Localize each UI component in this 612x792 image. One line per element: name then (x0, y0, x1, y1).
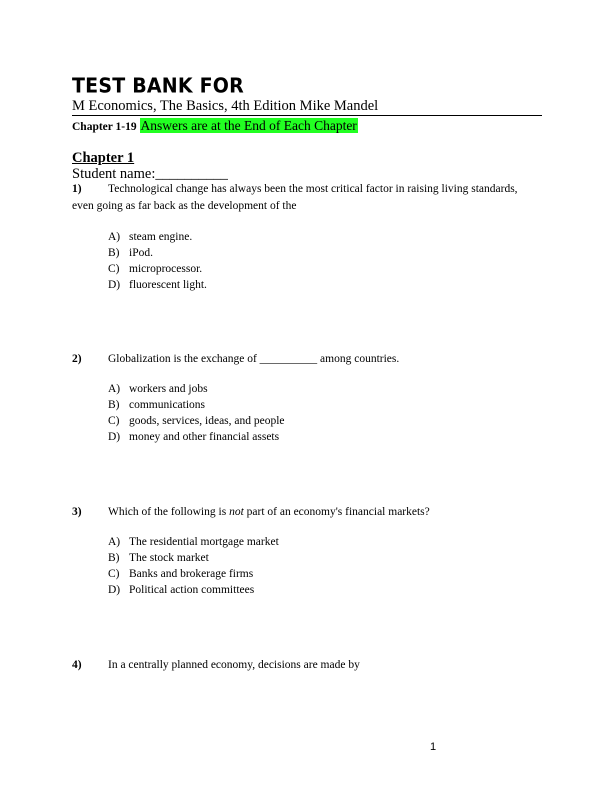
option-text: Political action committees (129, 584, 255, 596)
option-letter: D) (108, 279, 121, 291)
option-letter: D) (108, 431, 121, 443)
option-text: steam engine. (129, 231, 193, 243)
student-name-field: Student name:__________ (72, 166, 228, 182)
question-text-after: part of an economy's financial markets? (243, 506, 430, 518)
title-divider (72, 115, 542, 116)
option-c (108, 261, 207, 277)
question-text-emphasis: not (229, 506, 244, 518)
question-number: 3) (72, 506, 82, 518)
option-b (108, 397, 285, 413)
option-text: communications (129, 399, 206, 411)
option-text: microprocessor. (129, 263, 203, 275)
question-2 (72, 349, 399, 367)
option-text: The residential mortgage market (129, 536, 279, 548)
option-c (108, 566, 279, 582)
question-4 (72, 655, 360, 673)
option-text: goods, services, ideas, and people (129, 415, 285, 427)
chapter-range: Chapter 1-19 (72, 121, 137, 133)
option-text: Banks and brokerage firms (129, 568, 254, 580)
option-letter: B) (108, 247, 120, 259)
question-3 (72, 502, 430, 520)
option-c (108, 413, 285, 429)
chapter-range-line (72, 118, 358, 134)
option-d (108, 582, 279, 598)
option-letter: C) (108, 263, 120, 275)
option-a (108, 381, 285, 397)
question-text (108, 506, 430, 518)
option-text: money and other financial assets (129, 431, 280, 443)
option-letter: B) (108, 552, 120, 564)
question-2-options (108, 381, 285, 445)
question-text: Globalization is the exchange of __________ among countries. (108, 353, 400, 365)
question-text-continued: even going as far back as the development of the (72, 200, 297, 212)
question-1 (72, 181, 542, 215)
option-letter: A) (108, 536, 121, 548)
option-d (108, 429, 285, 445)
option-text: iPod. (129, 247, 153, 259)
option-letter: C) (108, 415, 120, 427)
option-letter: B) (108, 399, 120, 411)
option-text: The stock market (129, 552, 209, 564)
option-text: fluorescent light. (129, 279, 207, 291)
question-number: 1) (72, 183, 82, 195)
question-1-options (108, 229, 207, 293)
option-d (108, 277, 207, 293)
document-title: TEST BANK FOR (72, 74, 244, 98)
option-letter: C) (108, 568, 120, 580)
question-number: 2) (72, 353, 82, 365)
option-b (108, 245, 207, 261)
option-a (108, 534, 279, 550)
option-a (108, 229, 207, 245)
option-letter: A) (108, 231, 121, 243)
book-subtitle: M Economics, The Basics, 4th Edition Mike Mandel (72, 98, 379, 114)
question-text: In a centrally planned economy, decisions are made by (108, 659, 360, 671)
option-letter: D) (108, 584, 121, 596)
question-3-options (108, 534, 279, 598)
option-letter: A) (108, 383, 121, 395)
chapter-heading: Chapter 1 (72, 150, 135, 166)
question-text: Technological change has always been the most critical factor in raising living standards, (108, 183, 518, 195)
question-number: 4) (72, 659, 82, 671)
option-text: workers and jobs (129, 383, 208, 395)
option-b (108, 550, 279, 566)
answers-note-highlight: Answers are at the End of Each Chapter (140, 118, 357, 133)
question-text-before: Which of the following is (108, 506, 230, 518)
page-number: 1 (430, 741, 437, 753)
